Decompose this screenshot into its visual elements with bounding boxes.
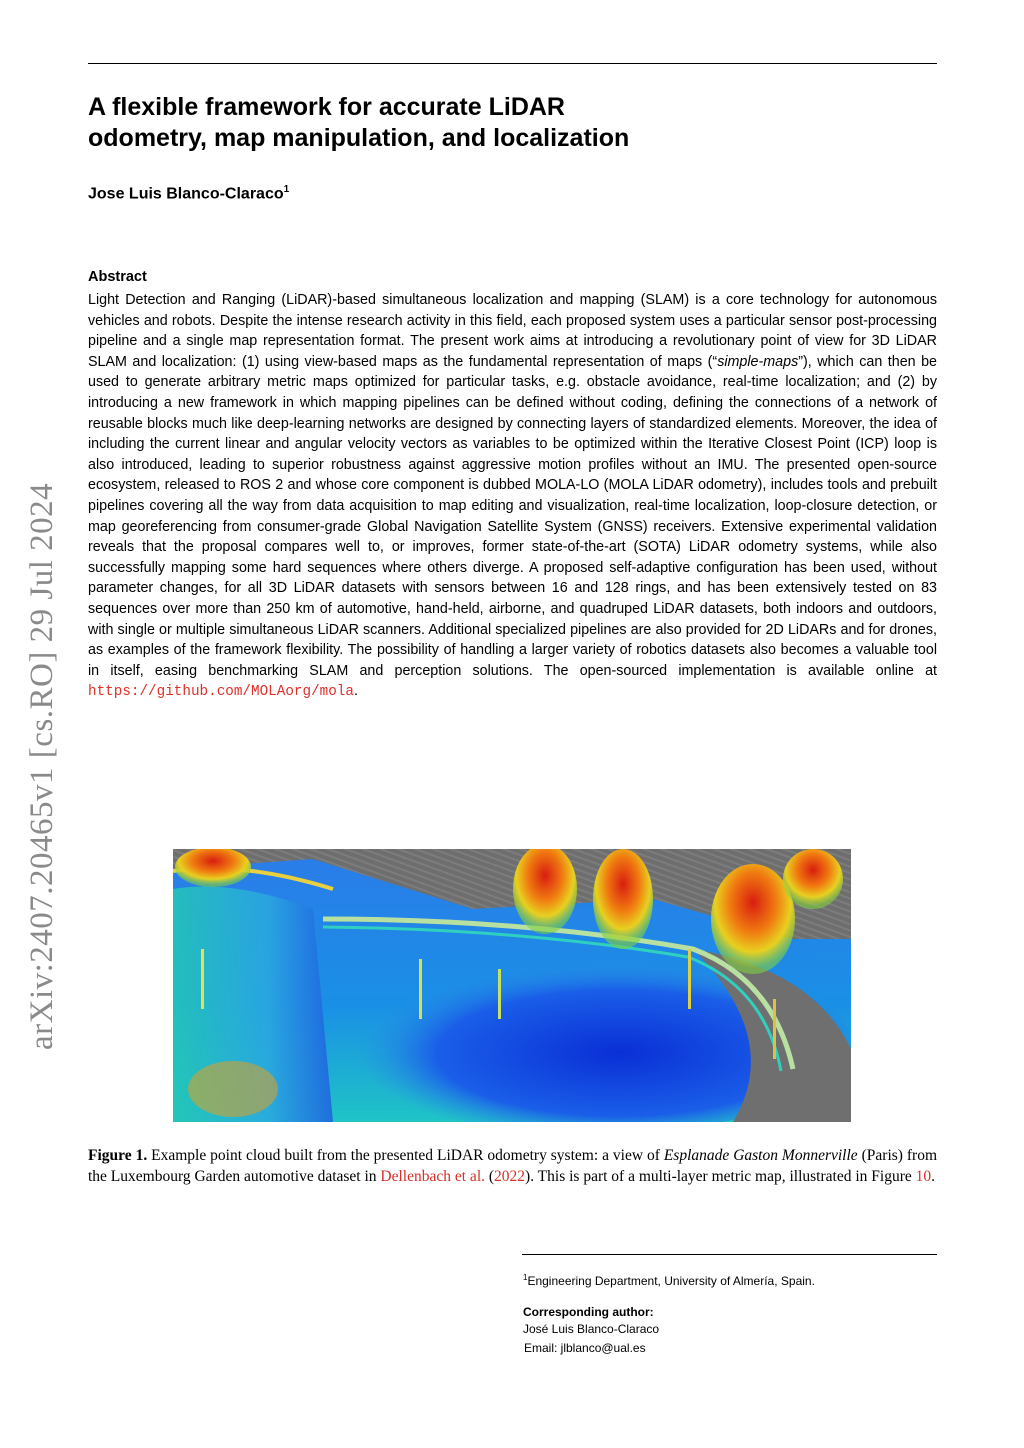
paper-title — [88, 92, 848, 154]
point-cloud-figure — [173, 849, 851, 1122]
affiliation-text: Engineering Department, University of Almería, Spain. — [527, 1274, 815, 1288]
figure-ref-link[interactable]: 10 — [915, 1168, 932, 1185]
arxiv-sidebar-stamp: arXiv:2407.20465v1 [cs.RO] 29 Jul 2024 — [24, 482, 60, 1050]
footnote-rule — [522, 1254, 937, 1255]
corresponding-email: Email: jlblanco@ual.es — [524, 1341, 646, 1355]
citation-year-link[interactable]: 2022 — [494, 1168, 526, 1185]
citation-open: ( — [485, 1168, 495, 1185]
footnote-mark: 1 — [523, 1273, 528, 1282]
caption-text-1: Example point cloud built from the presented LiDAR odometry system: a view of — [147, 1147, 664, 1164]
abstract-text-1: Light Detection and Ranging (LiDAR)-based simultaneous localization and mapping (SLAM) is a core technology for autonomous vehicles and robots. Despite the intense research activity in this field, each proposed system uses a particular sensor post-processing pipeline and a single map representation format. The present work aims at introducing a revolutionary point of view for 3D LiDAR SLAM and localization: (1) using view-based maps as the fundamental representation of maps (“ — [88, 292, 937, 370]
caption-text-3: ). This is part of a multi-layer metric map, illustrated in Figure — [525, 1168, 916, 1185]
header-rule — [88, 63, 937, 64]
author-affil-mark: 1 — [283, 184, 290, 195]
title-line-1: A flexible framework for accurate LiDAR — [88, 93, 565, 121]
corresponding-heading: Corresponding author: — [523, 1305, 654, 1319]
caption-text-2: (Paris) from the Luxembourg Garden automotive dataset in — [88, 1147, 938, 1185]
corresponding-name: José Luis Blanco-Claraco — [523, 1322, 660, 1336]
footnote-affiliation — [523, 1273, 815, 1288]
abstract-end: . — [353, 683, 358, 700]
figure-caption — [88, 1145, 937, 1187]
point-cloud-image — [173, 849, 851, 1122]
figure-label: Figure 1. — [88, 1147, 148, 1164]
caption-emphasis: Esplanade Gaston Monnerville — [663, 1147, 858, 1164]
abstract-heading: Abstract — [88, 269, 147, 285]
caption-end: . — [931, 1168, 935, 1185]
citation-authors-link[interactable]: Dellenbach et al. — [380, 1168, 485, 1185]
github-link[interactable]: https://github.com/MOLAorg/mola — [88, 684, 354, 701]
author-name: Jose Luis Blanco-Claraco — [88, 185, 284, 203]
abstract-emphasis: simple-maps — [717, 353, 799, 370]
title-line-2: odometry, map manipulation, and localization — [88, 124, 630, 152]
abstract-body — [88, 290, 937, 703]
abstract-text-2: ”), which can then be used to generate arbitrary metric maps optimized for particular tasks, e.g. obstacle avoidance, real-time localization; and (2) by introducing a new framework in which mapping pipelines can be defined without coding, defining the connections of a network of reusable blocks much like deep-learning networks are designed by connecting layers of standardized elements. Moreover, the idea of including the current linear and angular velocity vectors as variables to be optimized within the Iterative Closest Point (ICP) loop is also introduced, leading to superior robustness against aggressive motion profiles without an IMU. The presented open-source ecosystem, released to ROS 2 and whose core component is dubbed MOLA-LO (MOLA LiDAR odometry), includes tools and prebuilt pipelines covering all the way from data acquisition to map editing and visualization, real-time localization, loop-closure detection, or map georeferencing from consumer-grade Global Navigation Satellite System (GNSS) receivers. Extensive experimental validation reveals that the proposal compares well to, or improves, former state-of-the-art (SOTA) LiDAR odometry systems, while also successfully mapping some hard sequences where others diverge. A proposed self-adaptive configuration has been used, without parameter changes, for all 3D LiDAR datasets with sensors between 16 and 128 rings, and has been extensively tested on 83 sequences over more than 250 km of automotive, hand-held, airborne, and quadruped LiDAR datasets, both indoors and outdoors, with single or multiple simultaneous LiDAR scanners. Additional specialized pipelines are also provided for 2D LiDARs and for drones, as examples of the framework flexibility. The possibility of handling a larger variety of robotics datasets also becomes a valuable tool in itself, easing benchmarking SLAM and perception solutions. The open-sourced implementation is available online at — [88, 353, 937, 679]
author-line — [88, 184, 289, 203]
